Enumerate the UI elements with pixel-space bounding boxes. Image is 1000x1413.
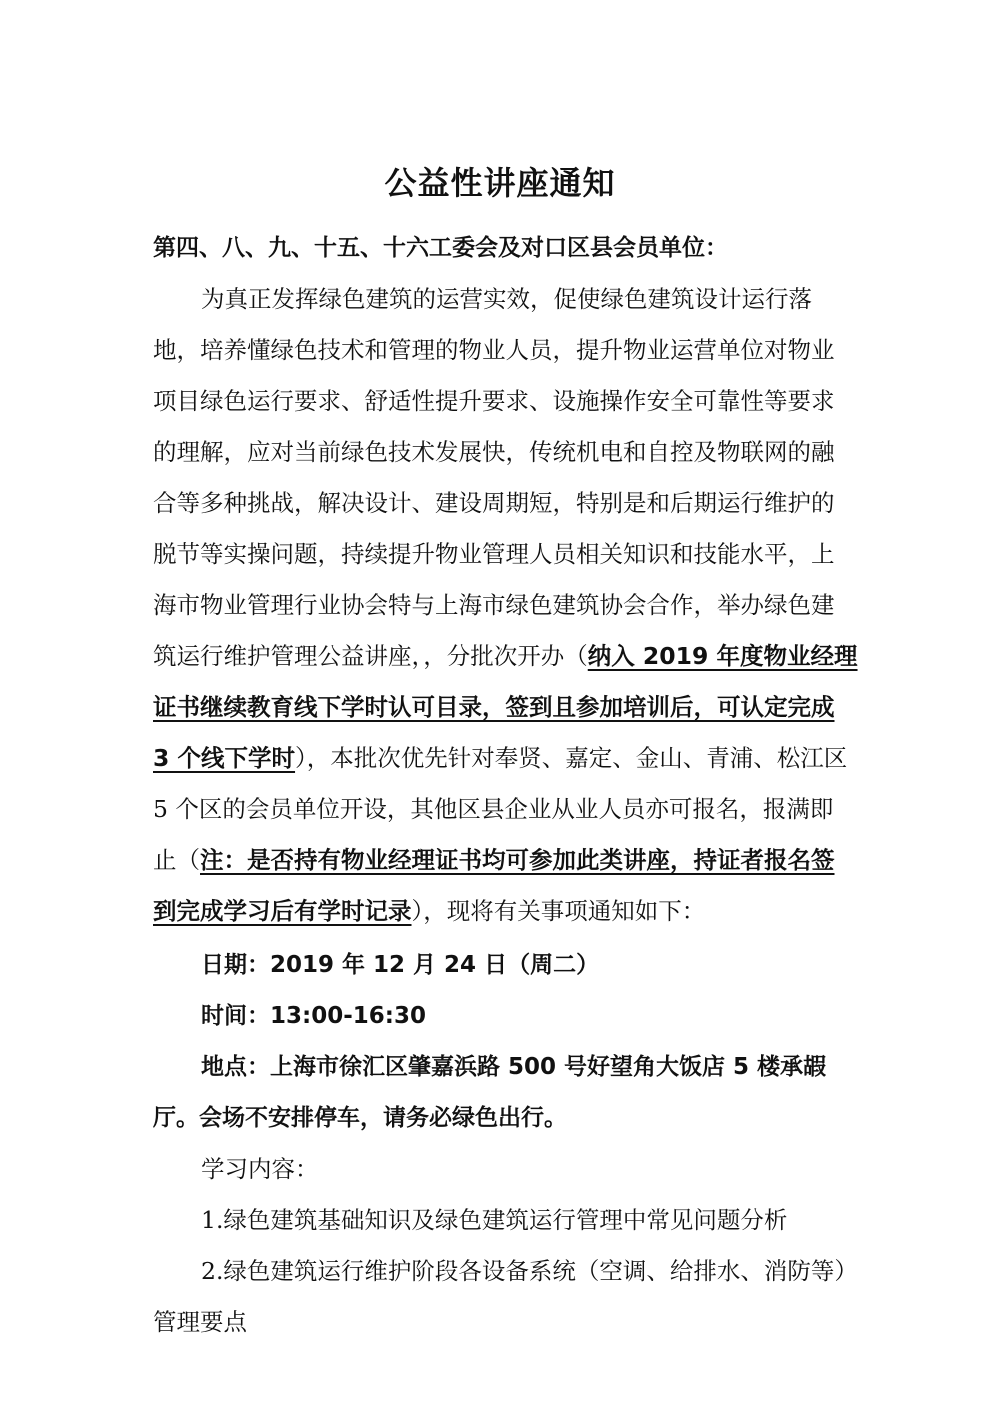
body-line-10-emphasis: 3 个线下学时 xyxy=(153,744,296,772)
body-line-3: 项目绿色运行要求、舒适性提升要求、设施操作安全可靠性等要求 xyxy=(153,387,835,415)
body-line-8-plain: 筑运行维护管理公益讲座，，分批次开办（ xyxy=(153,642,588,670)
content-item-2-continued: 管理要点 xyxy=(153,1308,247,1336)
body-line-13-emphasis: 到完成学习后有学时记录 xyxy=(153,897,412,925)
event-date: 日期：2019 年 12 月 24 日（周二） xyxy=(201,952,600,978)
body-line-12-emphasis: 注：是否持有物业经理证书均可参加此类讲座，持证者报名签 xyxy=(200,846,835,874)
content-item-2: 2.绿色建筑运行维护阶段各设备系统（空调、给排水、消防等） xyxy=(201,1257,858,1285)
body-line-10-plain: ），本批次优先针对奉贤、嘉定、金山、青浦、松江区 xyxy=(295,744,848,772)
body-line-12 xyxy=(153,844,853,876)
body-line-1: 为真正发挥绿色建筑的运营实效，促使绿色建筑设计运行落 xyxy=(201,285,812,313)
event-location-continued: 厅。会场不安排停车，请务必绿色出行。 xyxy=(153,1105,567,1131)
event-time: 时间：13:00-16:30 xyxy=(201,1003,426,1029)
body-line-7: 海市物业管理行业协会特与上海市绿色建筑协会合作，举办绿色建 xyxy=(153,591,835,619)
body-line-2: 地，培养懂绿色技术和管理的物业人员，提升物业运营单位对物业 xyxy=(153,336,835,364)
body-line-8 xyxy=(153,640,858,672)
event-location: 地点：上海市徐汇区肇嘉浜路 500 号好望角大饭店 5 楼承嘏 xyxy=(201,1054,827,1080)
body-line-4: 的理解，应对当前绿色技术发展快，传统机电和自控及物联网的融 xyxy=(153,438,835,466)
body-line-10 xyxy=(153,742,853,774)
body-line-12-plain: 止（ xyxy=(153,846,200,874)
body-line-6: 脱节等实操问题，持续提升物业管理人员相关知识和技能水平，上 xyxy=(153,540,835,568)
page-title: 公益性讲座通知 xyxy=(384,164,616,202)
body-line-5: 合等多种挑战，解决设计、建设周期短，特别是和后期运行维护的 xyxy=(153,489,835,517)
body-line-9: 证书继续教育线下学时认可目录，签到且参加培训后，可认定完成 xyxy=(153,693,835,721)
body-line-11: 5 个区的会员单位开设，其他区县企业从业人员亦可报名，报满即 xyxy=(153,795,834,823)
body-line-13 xyxy=(153,895,853,927)
content-heading: 学习内容： xyxy=(201,1155,319,1183)
content-item-1: 1.绿色建筑基础知识及绿色建筑运行管理中常见问题分析 xyxy=(201,1206,788,1234)
salutation: 第四、八、九、十五、十六工委会及对口区县会员单位： xyxy=(153,235,728,261)
body-line-13-plain: ），现将有关事项通知如下： xyxy=(411,897,706,925)
body-line-8-emphasis: 纳入 2019 年度物业经理 xyxy=(587,642,858,670)
